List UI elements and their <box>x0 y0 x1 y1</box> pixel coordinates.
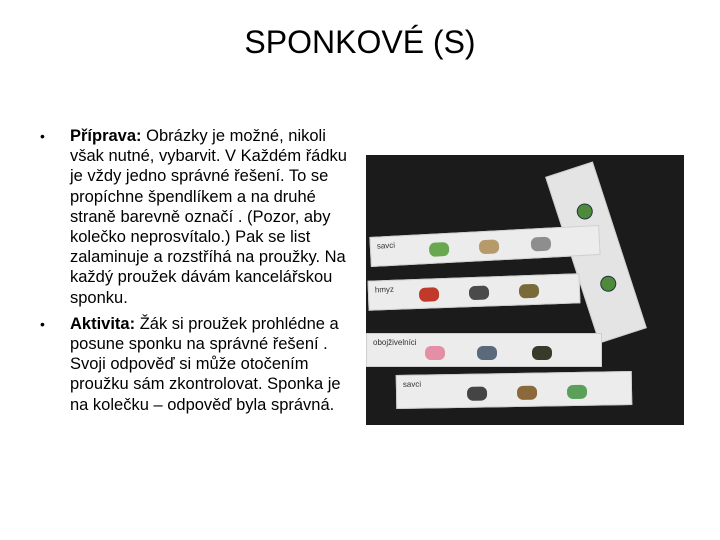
bullet-aktivita <box>36 314 358 415</box>
animal-picture <box>517 386 537 400</box>
bullet-marker: • <box>40 128 45 144</box>
animal-picture <box>467 386 487 400</box>
strip-savci-2 <box>396 371 633 409</box>
animal-picture <box>532 346 552 360</box>
strip-label: obojživelníci <box>373 338 417 347</box>
animal-picture <box>425 346 445 360</box>
animal-picture <box>531 237 552 252</box>
bullet-text: Žák si proužek prohlédne a posune sponku na správné řešení . Svoji odpověď si může otočením proužku sám zkontrolovat. Sponka je na kolečku – odpověď byla správná. <box>70 314 341 414</box>
animal-picture <box>567 385 587 399</box>
animal-picture <box>429 242 450 257</box>
strip-hmyz <box>368 273 581 310</box>
animal-picture <box>419 287 439 302</box>
answer-dot <box>598 274 618 294</box>
animal-picture <box>479 239 500 254</box>
animal-picture <box>519 284 539 299</box>
animal-picture <box>477 346 497 360</box>
bullet-list <box>36 126 358 421</box>
animal-picture <box>469 285 489 300</box>
bullet-marker: • <box>40 315 45 332</box>
strip-label: savci <box>402 379 422 389</box>
slide-title: SPONKOVÉ (S) <box>244 24 476 60</box>
laminated-strips-photo <box>366 155 684 425</box>
bullet-text: Obrázky je možné, nikoli však nutné, vybarvit. V Každém řádku je vždy jedno správné řešení. To se propíchne špendlíkem a na druhé straně barevně označí . (Pozor, aby kolečko neprosvítalo.) Pak se list zalaminuje a rozstříhá na proužky. Na každý proužek dávám kancelářskou sponku. <box>70 127 347 307</box>
strip-label: hmyz <box>374 284 395 295</box>
strip-obojzivelnici <box>366 333 602 367</box>
strip-savci <box>369 225 600 267</box>
bullet-heading: Aktivita: <box>70 314 136 333</box>
answer-dot <box>575 201 595 221</box>
bullet-priprava <box>36 126 358 308</box>
strip-label: savci <box>376 240 396 251</box>
bullet-heading: Příprava: <box>70 127 142 145</box>
